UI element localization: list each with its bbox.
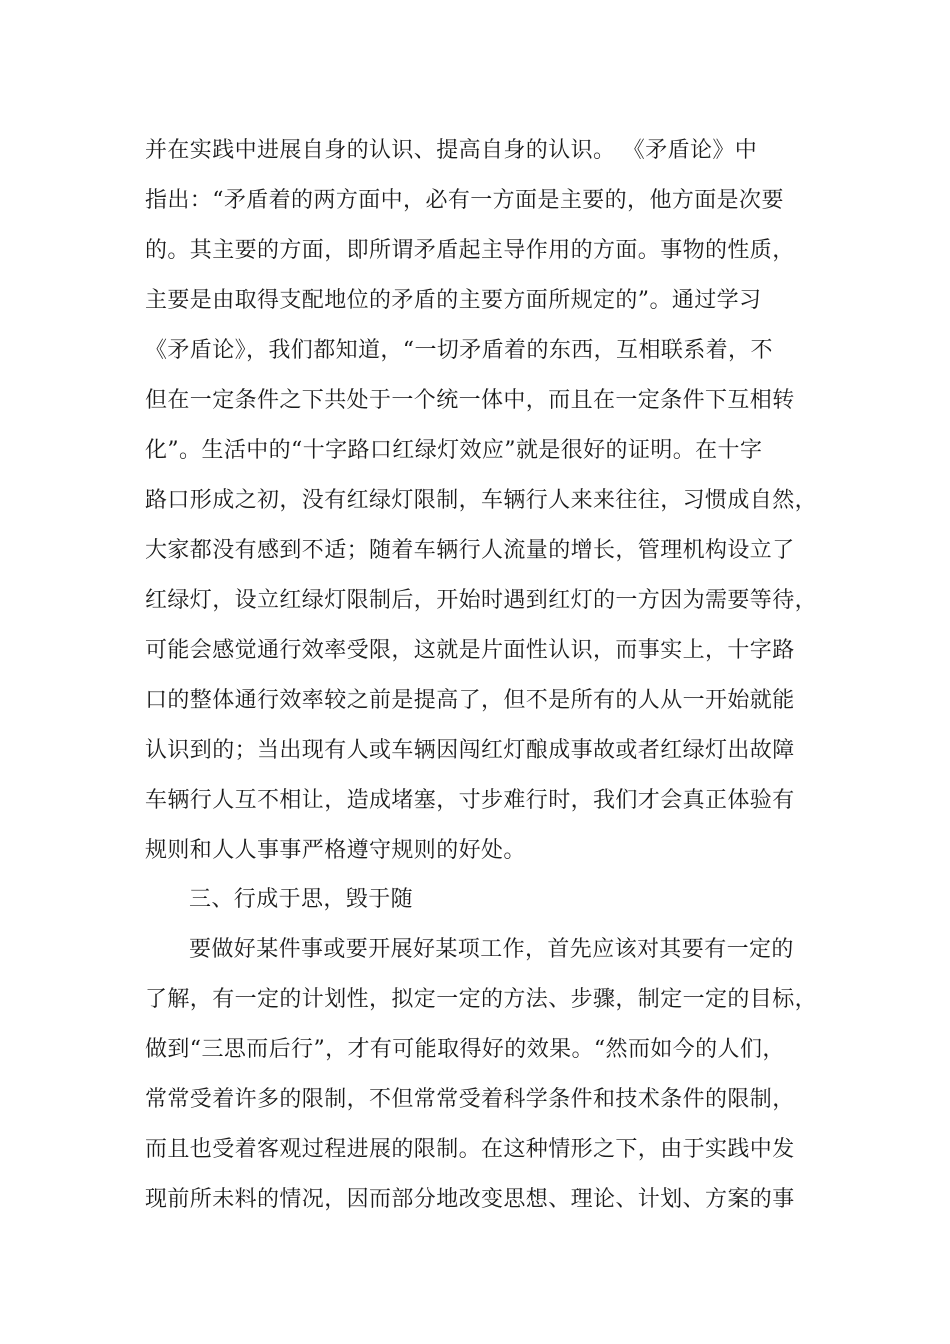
paragraph-first-line: 要做好某件事或要开展好某项工作，首先应该对其要有一定的 [189, 937, 794, 962]
text-line: 常常受着许多的限制，不但常常受着科学条件和技术条件的限制， [145, 1087, 795, 1112]
text-line: 主要是由取得支配地位的矛盾的主要方面所规定的”。通过学习 [145, 288, 762, 313]
text-line: 口的整体通行效率较之前是提高了，但不是所有的人从一开始就能 [145, 688, 795, 713]
text-line: 车辆行人互不相让，造成堵塞，寸步难行时，我们才会真正体验有 [145, 788, 795, 813]
text-line: 化”。生活中的“十字路口红绿灯效应”就是很好的证明。在十字 [145, 438, 763, 463]
text-line: 认识到的；当出现有人或车辆因闯红灯酿成事故或者红绿灯出故障 [145, 738, 795, 763]
text-line: 规则和人人事事严格遵守规则的好处。 [145, 838, 526, 863]
text-line: 指出：“矛盾着的两方面中，必有一方面是主要的，他方面是次要 [145, 188, 784, 213]
text-line: 《矛盾论》，我们都知道，“一切矛盾着的东西，互相联系着，不 [145, 338, 773, 363]
text-line: 做到“三思而后行”，才有可能取得好的效果。“然而如今的人们， [145, 1037, 785, 1062]
text-line: 的。其主要的方面，即所谓矛盾起主导作用的方面。事物的性质， [145, 238, 795, 263]
section-heading: 三、行成于思，毁于随 [189, 887, 414, 912]
text-line: 红绿灯，设立红绿灯限制后，开始时遇到红灯的一方因为需要等待， [145, 588, 818, 613]
text-line: 但在一定条件之下共处于一个统一体中，而且在一定条件下互相转 [145, 388, 795, 413]
text-line: 了解，有一定的计划性，拟定一定的方法、步骤，制定一定的目标， [145, 987, 818, 1012]
text-line: 现前所未料的情况，因而部分地改变思想、理论、计划、方案的事 [145, 1187, 795, 1212]
text-line: 大家都没有感到不适；随着车辆行人流量的增长，管理机构设立了 [145, 538, 795, 563]
text-line: 路口形成之初，没有红绿灯限制，车辆行人来来往往，习惯成自然， [145, 488, 818, 513]
text-line: 并在实践中进展自身的认识、提高自身的认识。 《矛盾论》中 [145, 138, 758, 163]
text-line: 而且也受着客观过程进展的限制。在这种情形之下，由于实践中发 [145, 1137, 795, 1162]
text-line: 可能会感觉通行效率受限，这就是片面性认识，而事实上，十字路 [145, 638, 795, 663]
